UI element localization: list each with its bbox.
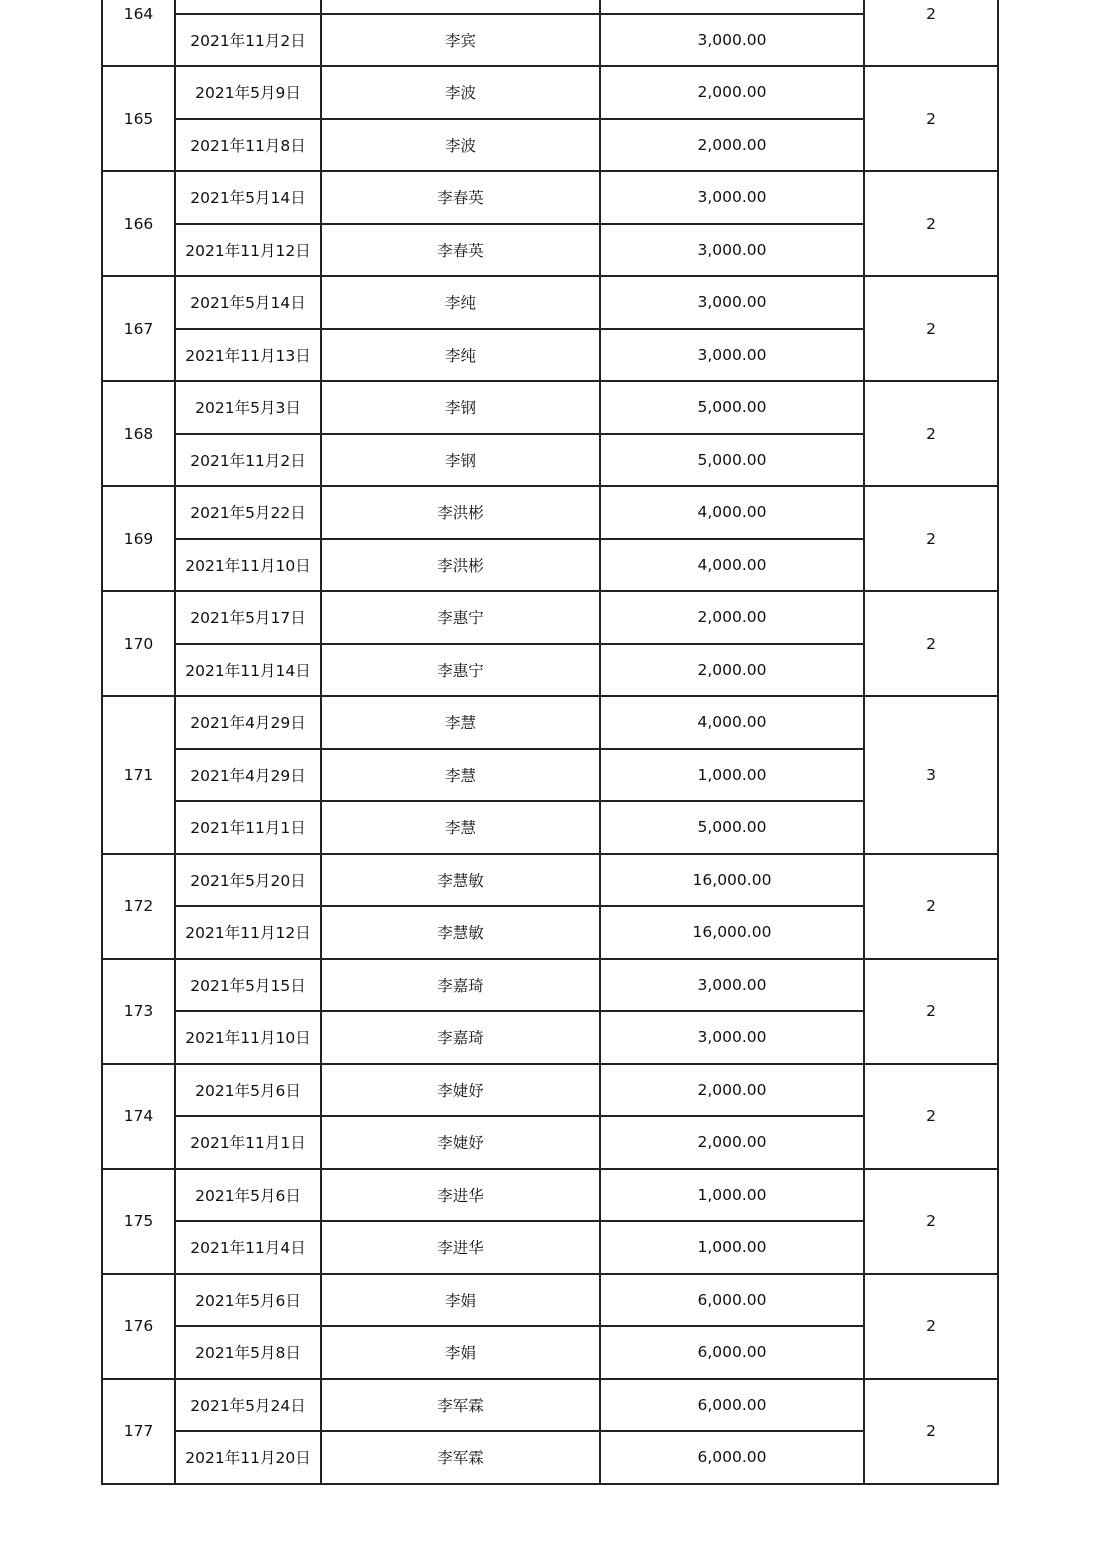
- count-cell: 2: [864, 0, 998, 66]
- group-number-cell: 167: [102, 276, 175, 381]
- date-cell: 2021年11月12日: [175, 224, 321, 277]
- table-row: [102, 1274, 998, 1327]
- name-cell: 李进华: [321, 1221, 600, 1274]
- count-cell: 2: [864, 591, 998, 696]
- date-cell: 2021年4月29日: [175, 696, 321, 749]
- table-row: [102, 329, 998, 382]
- count-cell: 3: [864, 696, 998, 854]
- date-cell: 2021年11月8日: [175, 119, 321, 172]
- count-cell: 2: [864, 171, 998, 276]
- date-cell: 2021年5月9日: [175, 66, 321, 119]
- name-cell: 李慧: [321, 801, 600, 854]
- group-number-cell: 171: [102, 696, 175, 854]
- name-cell: 李慧敏: [321, 854, 600, 907]
- name-cell: 李军霖: [321, 1431, 600, 1484]
- date-cell: 2021年5月22日: [175, 486, 321, 539]
- name-cell: 李慧敏: [321, 906, 600, 959]
- table-row: [102, 1064, 998, 1117]
- amount-cell: 5,000.00: [600, 801, 864, 854]
- table-row: [102, 434, 998, 487]
- date-cell: 2021年5月3日: [175, 381, 321, 434]
- name-cell: 李波: [321, 119, 600, 172]
- table-row: [102, 959, 998, 1012]
- name-cell: 李慧: [321, 749, 600, 802]
- amount-cell: 2,000.00: [600, 119, 864, 172]
- group-number-cell: 170: [102, 591, 175, 696]
- date-cell: 2021年11月1日: [175, 801, 321, 854]
- date-cell: 2021年5月20日: [175, 854, 321, 907]
- table-row: [102, 644, 998, 697]
- amount-cell: 4,000.00: [600, 539, 864, 592]
- amount-cell: 3,000.00: [600, 14, 864, 67]
- date-cell: 2021年11月20日: [175, 1431, 321, 1484]
- table-row: [102, 1431, 998, 1484]
- date-cell: 2021年5月6日: [175, 1274, 321, 1327]
- count-cell: 2: [864, 381, 998, 486]
- amount-cell: 2,000.00: [600, 591, 864, 644]
- table-row: [102, 1011, 998, 1064]
- count-cell: 2: [864, 1379, 998, 1484]
- name-cell: 李婕妤: [321, 1064, 600, 1117]
- group-number-cell: 176: [102, 1274, 175, 1379]
- amount-cell: [600, 0, 864, 14]
- name-cell: 李婕妤: [321, 1116, 600, 1169]
- name-cell: 李嘉琦: [321, 1011, 600, 1064]
- amount-cell: 2,000.00: [600, 1116, 864, 1169]
- name-cell: 李钢: [321, 434, 600, 487]
- name-cell: 李洪彬: [321, 539, 600, 592]
- name-cell: 李纯: [321, 329, 600, 382]
- table-row: [102, 1326, 998, 1379]
- date-cell: 2021年5月14日: [175, 276, 321, 329]
- date-cell: 2021年5月6日: [175, 1169, 321, 1222]
- group-number-cell: 168: [102, 381, 175, 486]
- group-number-cell: 175: [102, 1169, 175, 1274]
- date-cell: 2021年5月6日: [175, 1064, 321, 1117]
- count-cell: 2: [864, 276, 998, 381]
- amount-cell: 16,000.00: [600, 906, 864, 959]
- amount-cell: 2,000.00: [600, 1064, 864, 1117]
- amount-cell: 3,000.00: [600, 276, 864, 329]
- date-cell: 2021年5月24日: [175, 1379, 321, 1432]
- amount-cell: 4,000.00: [600, 486, 864, 539]
- table-row: [102, 66, 998, 119]
- name-cell: 李春英: [321, 224, 600, 277]
- amount-cell: 3,000.00: [600, 329, 864, 382]
- amount-cell: 6,000.00: [600, 1379, 864, 1432]
- amount-cell: 3,000.00: [600, 224, 864, 277]
- name-cell: 李春英: [321, 171, 600, 224]
- group-number-cell: 166: [102, 171, 175, 276]
- count-cell: 2: [864, 66, 998, 171]
- amount-cell: 2,000.00: [600, 644, 864, 697]
- count-cell: 2: [864, 1274, 998, 1379]
- amount-cell: 4,000.00: [600, 696, 864, 749]
- name-cell: 李波: [321, 66, 600, 119]
- table-row: [102, 381, 998, 434]
- amount-cell: 1,000.00: [600, 749, 864, 802]
- table-row: [102, 486, 998, 539]
- count-cell: 2: [864, 1064, 998, 1169]
- date-cell: 2021年11月2日: [175, 434, 321, 487]
- group-number-cell: 172: [102, 854, 175, 959]
- document-page: [101, 0, 999, 1485]
- date-cell: 2021年5月8日: [175, 1326, 321, 1379]
- name-cell: 李军霖: [321, 1379, 600, 1432]
- table-row: [102, 1169, 998, 1222]
- date-cell: 2021年11月12日: [175, 906, 321, 959]
- count-cell: 2: [864, 486, 998, 591]
- name-cell: 李钢: [321, 381, 600, 434]
- date-cell: 2021年5月14日: [175, 171, 321, 224]
- date-cell: 2021年4月29日: [175, 749, 321, 802]
- amount-cell: 5,000.00: [600, 434, 864, 487]
- name-cell: 李宾: [321, 14, 600, 67]
- amount-cell: 1,000.00: [600, 1221, 864, 1274]
- records-table: [101, 0, 999, 1485]
- date-cell: 2021年11月13日: [175, 329, 321, 382]
- amount-cell: 1,000.00: [600, 1169, 864, 1222]
- group-number-cell: 177: [102, 1379, 175, 1484]
- amount-cell: 2,000.00: [600, 66, 864, 119]
- date-cell: 2021年11月10日: [175, 539, 321, 592]
- group-number-cell: 174: [102, 1064, 175, 1169]
- date-cell: 2021年11月10日: [175, 1011, 321, 1064]
- name-cell: 李惠宁: [321, 591, 600, 644]
- name-cell: 李娟: [321, 1274, 600, 1327]
- table-row: [102, 0, 998, 14]
- table-row: [102, 749, 998, 802]
- group-number-cell: 173: [102, 959, 175, 1064]
- count-cell: 2: [864, 854, 998, 959]
- table-row: [102, 854, 998, 907]
- table-row: [102, 591, 998, 644]
- table-row: [102, 1221, 998, 1274]
- amount-cell: 6,000.00: [600, 1274, 864, 1327]
- group-number-cell: 164: [102, 0, 175, 66]
- date-cell: 2021年5月15日: [175, 959, 321, 1012]
- name-cell: 李嘉琦: [321, 959, 600, 1012]
- name-cell: 李惠宁: [321, 644, 600, 697]
- amount-cell: 3,000.00: [600, 959, 864, 1012]
- name-cell: 李纯: [321, 276, 600, 329]
- name-cell: 李进华: [321, 1169, 600, 1222]
- date-cell: 2021年11月1日: [175, 1116, 321, 1169]
- table-row: [102, 1116, 998, 1169]
- amount-cell: 5,000.00: [600, 381, 864, 434]
- group-number-cell: 165: [102, 66, 175, 171]
- date-cell: 2021年5月17日: [175, 591, 321, 644]
- amount-cell: 16,000.00: [600, 854, 864, 907]
- date-cell: 2021年11月14日: [175, 644, 321, 697]
- count-cell: 2: [864, 1169, 998, 1274]
- table-row: [102, 119, 998, 172]
- amount-cell: 6,000.00: [600, 1326, 864, 1379]
- table-row: [102, 224, 998, 277]
- amount-cell: 6,000.00: [600, 1431, 864, 1484]
- table-row: [102, 14, 998, 67]
- date-cell: 2021年11月2日: [175, 14, 321, 67]
- table-row: [102, 171, 998, 224]
- table-row: [102, 276, 998, 329]
- name-cell: 李洪彬: [321, 486, 600, 539]
- table-row: [102, 696, 998, 749]
- table-row: [102, 906, 998, 959]
- amount-cell: 3,000.00: [600, 171, 864, 224]
- amount-cell: 3,000.00: [600, 1011, 864, 1064]
- count-cell: 2: [864, 959, 998, 1064]
- name-cell: 李娟: [321, 1326, 600, 1379]
- name-cell: 李慧: [321, 696, 600, 749]
- group-number-cell: 169: [102, 486, 175, 591]
- date-cell: 2021年11月4日: [175, 1221, 321, 1274]
- table-row: [102, 539, 998, 592]
- table-row: [102, 801, 998, 854]
- table-row: [102, 1379, 998, 1432]
- name-cell: [321, 0, 600, 14]
- date-cell: [175, 0, 321, 14]
